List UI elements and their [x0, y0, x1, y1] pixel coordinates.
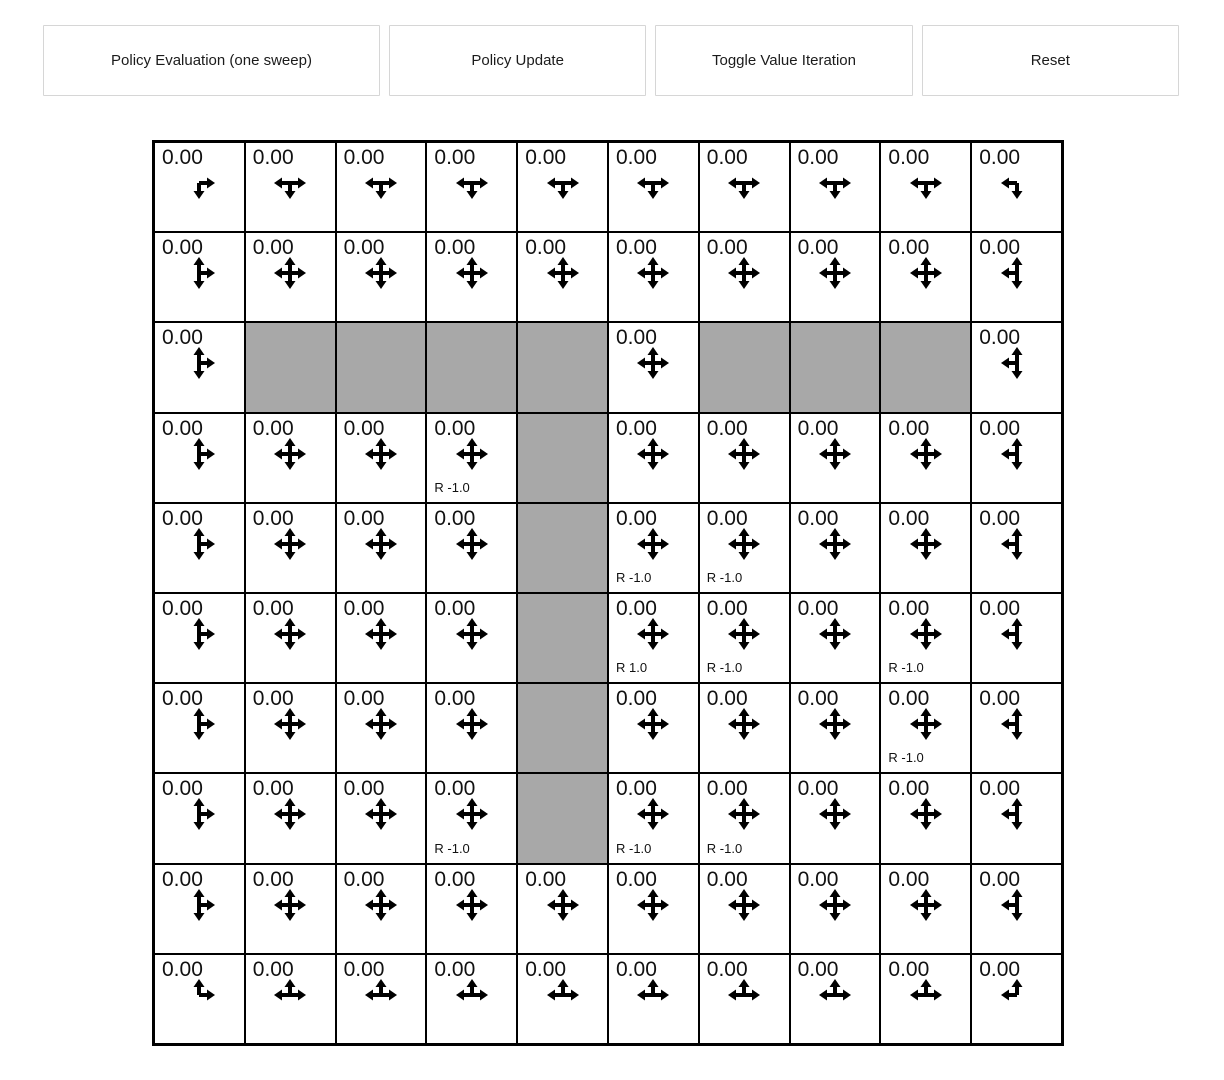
policy-arrows-up-down-left-right-icon: [273, 256, 307, 290]
cell-value: 0.00: [979, 867, 1021, 891]
policy-update-button[interactable]: Policy Update: [389, 25, 646, 96]
cell-value: 0.00: [797, 867, 839, 891]
cell-value: 0.00: [343, 596, 385, 620]
grid-cell: [790, 773, 881, 863]
cell-value: 0.00: [797, 687, 839, 711]
policy-arrows-up-down-left-right-icon: [727, 527, 761, 561]
cell-value: 0.00: [706, 957, 748, 981]
policy-arrows-up-down-left-right-icon: [727, 256, 761, 290]
policy-arrows-up-down-left-right-icon: [273, 888, 307, 922]
cell-value: 0.00: [888, 236, 930, 260]
grid-cell: [971, 142, 1062, 232]
policy-arrows-up-down-left-right-icon: [273, 617, 307, 651]
policy-arrows-up-down-left-right-icon: [364, 617, 398, 651]
policy-arrows-up-down-left-right-icon: [909, 888, 943, 922]
grid-cell: [426, 773, 517, 863]
policy-arrows-up-down-right-icon: [182, 346, 216, 380]
policy-arrows-left-down-icon: [1000, 166, 1034, 200]
policy-arrows-up-down-left-right-icon: [909, 707, 943, 741]
wall-cell: [517, 593, 608, 683]
cell-value: 0.00: [434, 416, 476, 440]
wall-cell: [880, 322, 971, 412]
wall-cell: [517, 322, 608, 412]
policy-arrows-up-left-icon: [1000, 978, 1034, 1012]
cell-value: 0.00: [343, 506, 385, 530]
grid-cell: [699, 864, 790, 954]
cell-value: 0.00: [979, 416, 1021, 440]
policy-arrows-up-down-left-icon: [1000, 617, 1034, 651]
cell-reward: R -1.0: [434, 840, 470, 856]
policy-arrows-up-down-left-right-icon: [636, 346, 670, 380]
policy-arrows-up-down-left-right-icon: [455, 527, 489, 561]
cell-value: 0.00: [252, 596, 294, 620]
cell-value: 0.00: [252, 506, 294, 530]
cell-value: 0.00: [434, 146, 476, 169]
grid-cell: [154, 142, 245, 232]
cell-value: 0.00: [616, 957, 657, 981]
wall-cell: [790, 322, 881, 412]
cell-value: 0.00: [162, 596, 203, 620]
policy-arrows-left-right-up-icon: [546, 978, 580, 1012]
policy-arrows-left-right-down-icon: [909, 166, 943, 200]
grid-cell: [154, 322, 245, 412]
policy-arrows-up-right-icon: [182, 978, 216, 1012]
policy-arrows-up-down-left-icon: [1000, 437, 1034, 471]
grid-cell: [336, 232, 427, 322]
grid-cell: [608, 864, 699, 954]
grid-cell: [154, 773, 245, 863]
grid-cell: [699, 593, 790, 683]
policy-arrows-left-right-down-icon: [636, 166, 670, 200]
policy-arrows-up-down-left-right-icon: [364, 437, 398, 471]
cell-value: 0.00: [252, 957, 294, 981]
cell-value: 0.00: [797, 506, 839, 530]
policy-evaluation-button[interactable]: Policy Evaluation (one sweep): [43, 25, 380, 96]
cell-value: 0.00: [162, 957, 203, 981]
gridworld: [152, 140, 1064, 1046]
cell-value: 0.00: [706, 596, 748, 620]
wall-cell: [245, 322, 336, 412]
cell-value: 0.00: [888, 867, 930, 891]
policy-arrows-up-down-left-right-icon: [455, 437, 489, 471]
grid-cell: [880, 773, 971, 863]
cell-value: 0.00: [525, 867, 567, 891]
cell-value: 0.00: [979, 506, 1021, 530]
policy-arrows-up-down-left-right-icon: [818, 888, 852, 922]
wall-cell: [699, 322, 790, 412]
cell-value: 0.00: [888, 777, 930, 801]
grid-cell: [971, 954, 1062, 1044]
grid-cell: [245, 954, 336, 1044]
grid-cell: [971, 864, 1062, 954]
grid-cell: [880, 593, 971, 683]
cell-value: 0.00: [979, 957, 1021, 981]
cell-value: 0.00: [706, 687, 748, 711]
grid-cell: [426, 593, 517, 683]
cell-value: 0.00: [252, 867, 294, 891]
policy-arrows-up-down-left-right-icon: [364, 888, 398, 922]
policy-arrows-up-down-left-right-icon: [727, 888, 761, 922]
policy-arrows-up-down-left-right-icon: [273, 527, 307, 561]
reset-button[interactable]: Reset: [922, 25, 1179, 96]
cell-value: 0.00: [797, 957, 839, 981]
policy-arrows-up-down-left-right-icon: [727, 797, 761, 831]
grid-cell: [245, 683, 336, 773]
cell-value: 0.00: [797, 596, 839, 620]
cell-value: 0.00: [616, 326, 657, 350]
policy-arrows-up-down-left-right-icon: [909, 617, 943, 651]
cell-value: 0.00: [797, 777, 839, 801]
grid-cell: [426, 142, 517, 232]
cell-value: 0.00: [162, 236, 203, 260]
cell-value: 0.00: [343, 867, 385, 891]
grid-cell: [699, 954, 790, 1044]
policy-arrows-up-down-left-right-icon: [727, 437, 761, 471]
cell-value: 0.00: [616, 146, 657, 169]
grid-cell: [790, 954, 881, 1044]
grid-cell: [245, 413, 336, 503]
policy-arrows-up-down-left-right-icon: [818, 797, 852, 831]
cell-value: 0.00: [979, 146, 1021, 169]
cell-value: 0.00: [797, 236, 839, 260]
grid-cell: [336, 413, 427, 503]
cell-value: 0.00: [979, 687, 1021, 711]
policy-arrows-up-down-left-right-icon: [364, 527, 398, 561]
policy-arrows-left-right-down-icon: [364, 166, 398, 200]
policy-arrows-up-down-left-right-icon: [818, 256, 852, 290]
grid-cell: [880, 683, 971, 773]
cell-reward: R -1.0: [616, 569, 652, 585]
policy-arrows-up-down-left-right-icon: [909, 437, 943, 471]
cell-value: 0.00: [343, 416, 385, 440]
policy-arrows-up-down-right-icon: [182, 527, 216, 561]
cell-value: 0.00: [706, 777, 748, 801]
cell-value: 0.00: [343, 236, 385, 260]
grid-cell: [790, 503, 881, 593]
policy-arrows-up-down-left-right-icon: [636, 256, 670, 290]
toolbar: [0, 0, 1224, 96]
policy-arrows-up-down-left-right-icon: [636, 437, 670, 471]
policy-arrows-left-right-up-icon: [727, 978, 761, 1012]
policy-arrows-up-down-left-icon: [1000, 527, 1034, 561]
grid-cell: [517, 142, 608, 232]
cell-value: 0.00: [343, 146, 385, 169]
grid-cell: [880, 232, 971, 322]
cell-value: 0.00: [616, 867, 657, 891]
cell-value: 0.00: [706, 867, 748, 891]
policy-arrows-up-down-left-icon: [1000, 797, 1034, 831]
grid-cell: [426, 232, 517, 322]
cell-value: 0.00: [797, 416, 839, 440]
cell-reward: R -1.0: [616, 840, 652, 856]
grid-cell: [880, 954, 971, 1044]
grid-cell: [336, 142, 427, 232]
policy-arrows-up-down-right-icon: [182, 888, 216, 922]
policy-arrows-up-down-left-right-icon: [636, 707, 670, 741]
wall-cell: [517, 503, 608, 593]
grid-cell: [699, 413, 790, 503]
grid-cell: [699, 503, 790, 593]
grid-cell: [971, 413, 1062, 503]
policy-arrows-up-down-left-right-icon: [455, 707, 489, 741]
policy-arrows-up-down-left-right-icon: [455, 256, 489, 290]
grid-cell: [336, 593, 427, 683]
grid-cell: [336, 864, 427, 954]
policy-arrows-up-down-right-icon: [182, 707, 216, 741]
grid-cell: [426, 954, 517, 1044]
grid-cell: [608, 322, 699, 412]
grid-cell: [245, 232, 336, 322]
wall-cell: [426, 322, 517, 412]
cell-value: 0.00: [706, 506, 748, 530]
policy-arrows-up-down-left-right-icon: [364, 797, 398, 831]
policy-arrows-up-down-left-icon: [1000, 888, 1034, 922]
policy-arrows-left-right-down-icon: [455, 166, 489, 200]
cell-value: 0.00: [616, 777, 657, 801]
policy-arrows-up-down-right-icon: [182, 797, 216, 831]
grid-cell: [154, 232, 245, 322]
grid-cell: [699, 142, 790, 232]
grid-cell: [608, 954, 699, 1044]
policy-arrows-left-right-up-icon: [818, 978, 852, 1012]
cell-reward: R -1.0: [888, 750, 924, 766]
policy-arrows-up-down-left-right-icon: [727, 617, 761, 651]
policy-arrows-up-down-right-icon: [182, 437, 216, 471]
policy-arrows-left-right-up-icon: [364, 978, 398, 1012]
grid-cell: [336, 503, 427, 593]
cell-value: 0.00: [434, 957, 476, 981]
cell-value: 0.00: [252, 236, 294, 260]
cell-value: 0.00: [979, 596, 1021, 620]
grid-cell: [517, 954, 608, 1044]
policy-arrows-up-down-left-right-icon: [909, 797, 943, 831]
grid-cell: [790, 232, 881, 322]
policy-arrows-up-down-left-right-icon: [818, 527, 852, 561]
grid-cell: [971, 232, 1062, 322]
cell-value: 0.00: [434, 236, 476, 260]
policy-arrows-up-down-left-right-icon: [636, 617, 670, 651]
cell-value: 0.00: [525, 236, 567, 260]
grid-cell: [608, 773, 699, 863]
policy-arrows-up-down-left-right-icon: [273, 707, 307, 741]
policy-arrows-up-down-left-right-icon: [636, 527, 670, 561]
grid-cell: [154, 864, 245, 954]
cell-value: 0.00: [162, 687, 203, 711]
cell-reward: R -1.0: [888, 660, 924, 676]
wall-cell: [336, 322, 427, 412]
policy-arrows-left-right-down-icon: [818, 166, 852, 200]
cell-value: 0.00: [434, 687, 476, 711]
grid-cell: [517, 232, 608, 322]
policy-arrows-up-down-left-right-icon: [909, 527, 943, 561]
grid-cell: [245, 503, 336, 593]
policy-arrows-up-down-left-right-icon: [818, 617, 852, 651]
grid-cell: [971, 322, 1062, 412]
grid-cell: [971, 503, 1062, 593]
grid-cell: [426, 864, 517, 954]
policy-arrows-right-down-icon: [182, 166, 216, 200]
grid-cell: [154, 954, 245, 1044]
cell-value: 0.00: [616, 416, 657, 440]
grid-cell: [517, 864, 608, 954]
cell-value: 0.00: [434, 867, 476, 891]
policy-arrows-up-down-left-right-icon: [818, 437, 852, 471]
policy-arrows-up-down-right-icon: [182, 617, 216, 651]
cell-value: 0.00: [888, 416, 930, 440]
policy-arrows-up-down-left-right-icon: [455, 888, 489, 922]
policy-arrows-up-down-left-right-icon: [818, 707, 852, 741]
grid-cell: [154, 683, 245, 773]
cell-value: 0.00: [979, 777, 1021, 801]
cell-reward: R -1.0: [706, 660, 743, 676]
cell-value: 0.00: [162, 146, 203, 169]
cell-value: 0.00: [252, 416, 294, 440]
grid-cell: [880, 864, 971, 954]
cell-value: 0.00: [252, 687, 294, 711]
policy-arrows-up-down-left-icon: [1000, 707, 1034, 741]
policy-arrows-left-right-down-icon: [546, 166, 580, 200]
grid-cell: [426, 413, 517, 503]
cell-value: 0.00: [979, 236, 1021, 260]
wall-cell: [517, 413, 608, 503]
grid-cell: [790, 683, 881, 773]
cell-value: 0.00: [162, 867, 203, 891]
grid-cell: [245, 142, 336, 232]
wall-cell: [517, 683, 608, 773]
policy-arrows-up-down-left-icon: [1000, 256, 1034, 290]
policy-arrows-left-right-up-icon: [273, 978, 307, 1012]
grid-cell: [971, 773, 1062, 863]
grid-cell: [154, 593, 245, 683]
cell-value: 0.00: [162, 416, 203, 440]
cell-value: 0.00: [706, 416, 748, 440]
policy-arrows-up-down-left-right-icon: [909, 256, 943, 290]
cell-value: 0.00: [616, 596, 657, 620]
cell-value: 0.00: [343, 957, 385, 981]
policy-arrows-up-down-left-right-icon: [546, 888, 580, 922]
grid-cell: [608, 503, 699, 593]
cell-value: 0.00: [706, 236, 748, 260]
grid-cell: [790, 593, 881, 683]
policy-arrows-up-down-left-right-icon: [273, 797, 307, 831]
cell-value: 0.00: [162, 777, 203, 801]
grid-cell: [790, 864, 881, 954]
grid-cell: [245, 773, 336, 863]
cell-value: 0.00: [616, 687, 657, 711]
policy-arrows-up-down-right-icon: [182, 256, 216, 290]
grid-cell: [880, 142, 971, 232]
policy-arrows-left-right-down-icon: [727, 166, 761, 200]
policy-arrows-up-down-left-right-icon: [455, 797, 489, 831]
grid-cell: [971, 593, 1062, 683]
cell-value: 0.00: [434, 596, 476, 620]
grid-cell: [245, 864, 336, 954]
cell-value: 0.00: [797, 146, 839, 169]
policy-arrows-up-down-left-right-icon: [364, 707, 398, 741]
grid-cell: [336, 954, 427, 1044]
policy-arrows-up-down-left-right-icon: [636, 888, 670, 922]
grid-cell: [699, 232, 790, 322]
cell-value: 0.00: [343, 687, 385, 711]
cell-value: 0.00: [888, 596, 930, 620]
policy-arrows-left-right-up-icon: [455, 978, 489, 1012]
cell-reward: R -1.0: [706, 840, 743, 856]
policy-arrows-left-right-up-icon: [909, 978, 943, 1012]
grid-cell: [971, 683, 1062, 773]
cell-value: 0.00: [525, 957, 567, 981]
cell-value: 0.00: [888, 506, 930, 530]
policy-arrows-up-down-left-right-icon: [636, 797, 670, 831]
cell-value: 0.00: [979, 326, 1021, 350]
cell-value: 0.00: [252, 777, 294, 801]
grid-cell: [699, 683, 790, 773]
cell-value: 0.00: [252, 146, 294, 169]
grid-cell: [790, 413, 881, 503]
grid-cell: [336, 773, 427, 863]
cell-value: 0.00: [888, 957, 930, 981]
policy-arrows-up-down-left-right-icon: [727, 707, 761, 741]
grid-cell: [245, 593, 336, 683]
grid-cell: [154, 413, 245, 503]
grid-cell: [336, 683, 427, 773]
cell-value: 0.00: [525, 146, 567, 169]
grid-cell: [426, 683, 517, 773]
grid-cell: [880, 503, 971, 593]
cell-value: 0.00: [888, 687, 930, 711]
grid-cell: [608, 683, 699, 773]
cell-value: 0.00: [888, 146, 930, 169]
grid-cell: [154, 503, 245, 593]
grid-cell: [608, 142, 699, 232]
cell-reward: R -1.0: [434, 479, 470, 495]
cell-value: 0.00: [616, 506, 657, 530]
grid-cell: [790, 142, 881, 232]
wall-cell: [517, 773, 608, 863]
cell-reward: R -1.0: [706, 569, 743, 585]
policy-arrows-left-right-up-icon: [636, 978, 670, 1012]
cell-value: 0.00: [434, 777, 476, 801]
policy-arrows-up-down-left-right-icon: [455, 617, 489, 651]
policy-arrows-up-down-left-right-icon: [273, 437, 307, 471]
grid-cell: [608, 413, 699, 503]
policy-arrows-left-right-down-icon: [273, 166, 307, 200]
toggle-value-iteration-button[interactable]: Toggle Value Iteration: [655, 25, 912, 96]
cell-value: 0.00: [162, 506, 203, 530]
policy-arrows-up-down-left-right-icon: [546, 256, 580, 290]
policy-arrows-up-down-left-icon: [1000, 346, 1034, 380]
cell-value: 0.00: [162, 326, 203, 350]
cell-value: 0.00: [706, 146, 748, 169]
grid-cell: [699, 773, 790, 863]
grid-cell: [880, 413, 971, 503]
grid-cell: [608, 593, 699, 683]
grid-cell: [608, 232, 699, 322]
cell-value: 0.00: [343, 777, 385, 801]
policy-arrows-up-down-left-right-icon: [364, 256, 398, 290]
cell-value: 0.00: [434, 506, 476, 530]
grid-cell: [426, 503, 517, 593]
cell-reward: R 1.0: [616, 660, 648, 676]
cell-value: 0.00: [616, 236, 657, 260]
